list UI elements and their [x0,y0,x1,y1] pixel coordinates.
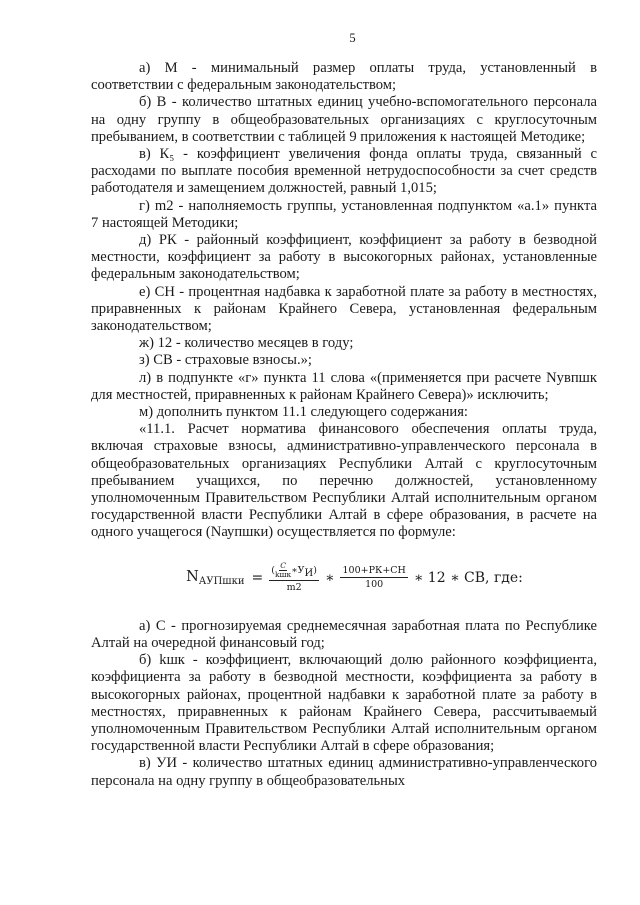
paragraph: а) С - прогнозируемая среднемесячная заработная плата по Республике Алтай на очередной финансовый год; [91,617,597,651]
paragraph: г) m2 - наполняемость группы, установленная подпунктом «а.1» пункта 7 настоящей Методики; [91,197,597,231]
formula-mul: ∗ [324,569,335,586]
paragraph: в) К₅ - коэффициент увеличения фонда оплаты труда, связанный с расходами по выплате пособия временной нетрудоспособности за счет средств работодателя и замещением должностей, равный 1,015; [91,146,597,197]
formula [91,560,597,596]
formula-tail: ∗ 12 ∗ CB, где: [413,569,523,586]
formula-fraction-1: ( $\frac{C}{\text{kшк}}$ ∗УИ) m2 [271,561,317,594]
page-number: 5 [349,31,356,45]
formula-equals: = [251,569,264,586]
paragraph: л) в подпункте «г» пункта 11 слова «(применяется при расчете Nувпшк для местностей, приравненных к районам Крайнего Севера)» исключить; [91,369,597,403]
formula-inner-fraction: $\frac{C}{\text{kшк}}$ [274,561,292,580]
paragraph: д) РК - районный коэффициент, коэффициент за работу в безводной местности, коэффициент за работу в высокогорных районах, установленные федеральным законодательством; [91,232,597,283]
paragraph: ж) 12 - количество месяцев в году; [139,335,354,352]
formula-fraction-2-den: 100 [365,579,384,591]
paragraph: з) СВ - страховые взносы.»; [139,352,312,369]
paragraph: а) М - минимальный размер оплаты труда, установленный в соответствии с федеральным законодательством; [91,60,597,94]
paragraph: м) дополнить пунктом 11.1 следующего содержания: [139,404,468,421]
paragraph: в) УИ - количество штатных единиц административно-управленческого персонала на одну группу в общеобразовательных [91,755,597,789]
paragraph: б) В - количество штатных единиц учебно-вспомогательного персонала на одну группу в общеобразовательных организациях с круглосуточным пребыванием, в соответствии с таблицей 9 приложения к настоящей Методике; [91,94,597,145]
formula-lhs: $N_{АУПшки}$ [186,568,245,587]
formula-fraction-2 [340,565,407,590]
formula-fraction-2-num: 100+РК+СН [342,565,406,577]
formula-fraction-1-den: m2 [286,582,302,594]
paragraph: е) СН - процентная надбавка к заработной плате за работу в местностях, приравненных к районам Крайнего Севера, установленная федеральным законодательством; [91,283,597,335]
paragraph: «11.1. Расчет норматива финансового обеспечения оплаты труда, включая страховые взносы, административно-управленческого персонала в общеобразовательных организациях Республики Алтай с круглосуточным пребыванием учащихся, по перечню должностей, установленному уполномоченным Правительством Республики Алтай исполнительным органом государственной власти Республики Алтай в сфере образования, в расчете на одного учащегося (Nаупшки) осуществляется по формуле: [91,421,597,541]
paragraph: б) kшк - коэффициент, включающий долю районного коэффициента, коэффициента за работу в безводной местности, коэффициента за работу в высокогорных районах, процентной надбавки к заработной плате за работу в местностях, приравненных к районам Крайнего Севера, рассчитываемый уполномоченным Правительством Республики Алтай исполнительным органом государственной власти Республики Алтай в сфере образования; [91,652,597,755]
